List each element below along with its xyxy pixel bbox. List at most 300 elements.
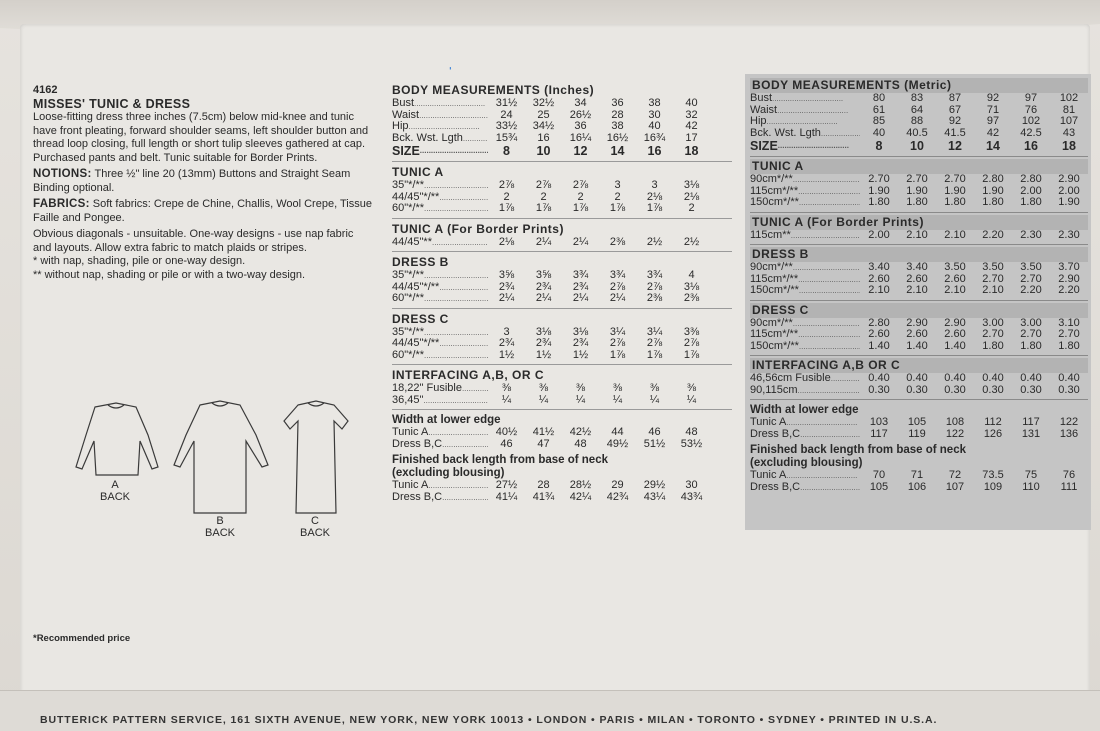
table-cell: 44 xyxy=(611,426,624,438)
table-cell: ⅜ xyxy=(538,382,549,394)
row-label: Dress B,C ..... xyxy=(392,439,488,451)
table-cell: 17 xyxy=(685,131,698,144)
table-cell: 1.80 xyxy=(868,196,890,208)
table-cell: 110 xyxy=(1022,480,1040,493)
table-cell: 42½ xyxy=(569,426,592,438)
table-cell: 72 xyxy=(948,469,962,481)
table-cell: 0.30 xyxy=(982,383,1004,396)
table-row xyxy=(750,417,1088,429)
table-cell: 3⅜ xyxy=(683,325,700,338)
table-cell: 107 xyxy=(1059,115,1079,127)
imperial-measurements-table xyxy=(392,80,732,503)
row-label: Bust ..... xyxy=(750,93,860,105)
table-cell: ¼ xyxy=(501,393,512,406)
table-cell: 111 xyxy=(1060,480,1078,493)
table-cell: 14 xyxy=(610,144,625,158)
table-cell: 1.90 xyxy=(868,184,890,197)
table-cell: ¼ xyxy=(686,393,697,406)
table-row xyxy=(392,98,732,110)
table-cell: 49½ xyxy=(606,437,629,450)
table-row xyxy=(392,439,732,451)
section-header: (excluding blousing) xyxy=(392,467,505,479)
row-label: 150cm*/** ..... xyxy=(750,341,860,353)
table-cell: 32 xyxy=(685,108,698,121)
row-label: 36,45" ..... xyxy=(392,395,488,407)
table-cell: 31½ xyxy=(495,97,518,109)
table-cell: 0.40 xyxy=(982,372,1004,384)
table-row xyxy=(392,144,732,158)
row-label: 90cm*/** ..... xyxy=(750,262,860,274)
table-cell: 2.80 xyxy=(982,173,1004,185)
metric-measurements-panel xyxy=(745,74,1091,530)
table-cell: 42¼ xyxy=(569,490,592,503)
row-label: Tunic A ..... xyxy=(750,417,860,429)
table-cell: 2¼ xyxy=(609,292,626,304)
table-row xyxy=(750,341,1088,353)
table-cell: 42 xyxy=(986,126,1000,139)
table-cell: 109 xyxy=(983,480,1003,493)
table-cell: 43 xyxy=(1062,126,1076,139)
table-cell: 2.00 xyxy=(1058,184,1080,197)
table-cell: 2.70 xyxy=(906,173,928,185)
row-label: SIZE ..... xyxy=(392,144,488,158)
divider xyxy=(392,251,732,252)
table-cell: 1.40 xyxy=(906,339,928,352)
row-label: SIZE ..... xyxy=(750,139,860,153)
table-cell: 3⅝ xyxy=(498,269,515,281)
row-label: Dress B,C ..... xyxy=(750,429,860,441)
row-label: 35"*/** ..... xyxy=(392,270,488,282)
table-cell: 1⅞ xyxy=(646,348,663,361)
table-cell: ⅜ xyxy=(575,382,586,394)
table-cell: 29½ xyxy=(643,479,666,491)
table-cell: 2.20 xyxy=(1020,284,1042,296)
table-cell: 10 xyxy=(536,144,551,158)
row-label: 35"*/** ..... xyxy=(392,327,488,339)
row-label: 44/45"*/** ..... xyxy=(392,192,488,204)
table-cell: 88 xyxy=(910,115,924,127)
table-cell: 1.80 xyxy=(1020,196,1042,208)
row-label: 60"*/** ..... xyxy=(392,203,488,215)
table-cell: 131 xyxy=(1021,427,1041,440)
divider xyxy=(750,156,1088,157)
table-cell: 3.70 xyxy=(1058,261,1080,273)
table-cell: 0.30 xyxy=(1020,383,1042,396)
figure-b-label: B BACK xyxy=(205,515,235,539)
divider xyxy=(750,212,1088,213)
table-cell: 3⅛ xyxy=(683,179,700,191)
divider xyxy=(392,409,732,410)
figure-c-label: C BACK xyxy=(300,515,330,539)
table-row xyxy=(750,429,1088,441)
section-header: DRESS C xyxy=(392,311,449,326)
table-cell: 26½ xyxy=(569,108,592,121)
table-cell: 2⅛ xyxy=(683,190,700,203)
section-header: DRESS B xyxy=(750,247,1088,262)
table-cell: 119 xyxy=(908,427,926,440)
section-header: BODY MEASUREMENTS (Metric) xyxy=(750,78,1088,93)
table-row xyxy=(750,470,1088,482)
table-row xyxy=(750,373,1088,385)
table-cell: 2¾ xyxy=(535,337,552,349)
table-cell: 2.70 xyxy=(982,272,1004,285)
table-cell: 80 xyxy=(872,92,886,104)
table-cell: 92 xyxy=(948,115,962,127)
table-cell: 12 xyxy=(573,144,588,158)
table-row xyxy=(750,230,1088,242)
row-label: 90,115cm ..... xyxy=(750,385,860,397)
table-cell: 30 xyxy=(648,108,661,121)
row-label: Bust ..... xyxy=(392,98,488,110)
ink-mark: ˈ xyxy=(448,64,453,80)
table-cell: 2⅞ xyxy=(646,337,663,349)
table-cell: 2.60 xyxy=(944,272,966,285)
table-cell: 1.80 xyxy=(1020,339,1042,352)
table-cell: 2.70 xyxy=(944,173,966,185)
table-row xyxy=(392,427,732,439)
table-cell: 1½ xyxy=(572,348,589,361)
row-label: 44/45"** ..... xyxy=(392,237,488,249)
table-row xyxy=(392,203,732,215)
table-cell: ⅜ xyxy=(501,382,512,394)
table-row xyxy=(392,480,732,492)
table-cell: 0.40 xyxy=(868,372,890,384)
publisher-address: BUTTERICK PATTERN SERVICE, 161 SIXTH AVENUE, NEW YORK, NEW YORK 10013 • LONDON • PARIS • MILAN • TORONTO • SYDNEY • PRINTED IN U.S.A. xyxy=(40,714,938,726)
table-row xyxy=(392,338,732,350)
row-label: 115cm*/** ..... xyxy=(750,274,860,286)
table-row xyxy=(750,385,1088,397)
table-cell: 2.90 xyxy=(1058,272,1080,285)
table-cell: 2¾ xyxy=(535,280,552,293)
table-cell: 42¾ xyxy=(606,490,629,503)
table-cell: 3 xyxy=(503,325,510,338)
table-cell: 2.10 xyxy=(868,284,890,296)
row-label: 18,22" Fusible ..... xyxy=(392,383,488,395)
table-cell: 3¼ xyxy=(609,325,626,338)
table-cell: 71 xyxy=(986,103,1000,116)
pattern-description: Loose-fitting dress three inches (7.5cm) below mid-knee and tunic have front pleating, forward shoulder seams, left shoulder button and thread loop closing, full length or short tulip sleeves gathered at cap. Purchased pants and belt. Tunic suitable for Border Prints. xyxy=(33,111,369,164)
table-cell: 15¾ xyxy=(495,131,518,144)
table-cell: 3¾ xyxy=(646,269,663,281)
table-cell: ¼ xyxy=(612,393,623,406)
table-cell: 3.40 xyxy=(906,261,928,273)
table-cell: 2.70 xyxy=(1020,328,1042,340)
table-cell: 3⅝ xyxy=(535,269,552,281)
table-cell: 32½ xyxy=(532,97,555,109)
table-cell: 2⅞ xyxy=(609,280,626,293)
table-cell: 76 xyxy=(1024,103,1038,116)
table-cell: 0.30 xyxy=(1058,383,1080,396)
table-cell: 48 xyxy=(685,426,698,438)
table-cell: 1.80 xyxy=(982,339,1004,352)
table-cell: 2⅞ xyxy=(498,179,515,191)
table-cell: 3¾ xyxy=(609,269,626,281)
recommended-price-note: *Recommended price xyxy=(33,633,131,644)
table-row xyxy=(750,116,1088,128)
table-cell: 112 xyxy=(984,416,1002,428)
table-cell: 2½ xyxy=(683,235,700,248)
table-cell: 3.00 xyxy=(982,316,1004,329)
table-cell: 108 xyxy=(945,416,965,428)
table-cell: 2.60 xyxy=(868,328,890,340)
table-row xyxy=(392,293,732,305)
table-cell: 40½ xyxy=(495,426,518,438)
table-cell: 3⅛ xyxy=(572,325,589,338)
nap-note: * with nap, shading, pile or one-way design. xyxy=(33,255,246,267)
table-row xyxy=(392,270,732,282)
table-cell: 76 xyxy=(1062,469,1076,481)
table-cell: 2.30 xyxy=(1020,228,1042,241)
table-cell: 70 xyxy=(872,469,886,481)
table-cell: 1⅞ xyxy=(572,202,589,214)
table-cell: 2 xyxy=(540,190,547,203)
diagonals-note: Obvious diagonals - unsuitable. One-way designs - use nap fabric and layouts. Allow extra fabric to match plaids or stripes. xyxy=(33,228,354,254)
table-row xyxy=(750,139,1088,153)
description-column xyxy=(33,84,373,282)
table-row xyxy=(750,262,1088,274)
table-cell: 0.30 xyxy=(944,383,966,396)
table-cell: 107 xyxy=(945,480,965,493)
table-cell: 8 xyxy=(875,139,883,153)
table-cell: 16 xyxy=(647,144,662,158)
table-cell: 64 xyxy=(910,103,924,116)
table-cell: 41½ xyxy=(532,426,555,438)
section-header: (excluding blousing) xyxy=(750,457,863,469)
table-cell: 2.70 xyxy=(868,173,890,185)
table-cell: 40 xyxy=(685,97,698,109)
table-cell: 16 xyxy=(1024,139,1038,153)
dress-b-sketch xyxy=(174,401,268,513)
table-cell: 41¼ xyxy=(495,490,518,503)
table-cell: 2⅜ xyxy=(646,292,663,304)
table-cell: 2.90 xyxy=(944,316,966,329)
table-cell: 46 xyxy=(500,437,513,450)
table-cell: 3¼ xyxy=(646,325,663,338)
table-cell: ⅜ xyxy=(649,382,660,394)
table-cell: 2¼ xyxy=(572,235,589,248)
table-cell: 2⅞ xyxy=(535,179,552,191)
divider xyxy=(750,399,1088,400)
row-label: 44/45"*/** ..... xyxy=(392,282,488,294)
table-cell: 16 xyxy=(537,131,550,144)
table-cell: 24 xyxy=(500,108,513,121)
table-cell: ¼ xyxy=(649,393,660,406)
back-view-figures xyxy=(60,395,370,545)
table-cell: 2.70 xyxy=(1020,272,1042,285)
table-cell: 2.70 xyxy=(982,328,1004,340)
row-label: Waist ..... xyxy=(750,105,860,117)
table-cell: 1.80 xyxy=(1058,339,1080,352)
row-label: Tunic A ..... xyxy=(392,427,488,439)
table-cell: 3.40 xyxy=(868,261,890,273)
row-label: 35"*/** ..... xyxy=(392,180,488,192)
row-label: Tunic A ..... xyxy=(750,470,860,482)
table-row xyxy=(750,93,1088,105)
table-cell: 1⅞ xyxy=(609,348,626,361)
table-cell: 1⅞ xyxy=(646,202,663,214)
table-cell: 1.40 xyxy=(868,339,890,352)
table-row xyxy=(392,121,732,133)
table-cell: 2.20 xyxy=(982,228,1004,241)
table-cell: 2⅛ xyxy=(498,235,515,248)
section-header: TUNIC A (For Border Prints) xyxy=(392,221,564,236)
table-cell: 122 xyxy=(945,427,965,440)
section-header: Finished back length from base of neck xyxy=(392,454,608,466)
table-cell: 8 xyxy=(503,144,510,158)
table-cell: 38 xyxy=(648,97,661,109)
table-cell: 51½ xyxy=(643,437,666,450)
section-header: Finished back length from base of neck xyxy=(750,444,966,456)
table-cell: 97 xyxy=(1024,92,1038,104)
table-cell: 2⅜ xyxy=(683,292,700,304)
table-cell: 47 xyxy=(537,437,550,450)
table-cell: 2.10 xyxy=(906,284,928,296)
table-cell: 117 xyxy=(1022,416,1040,428)
table-cell: 2¾ xyxy=(498,280,515,293)
fabrics-text: Soft fabrics: Crepe de Chine, Challis, Wool Crepe, Tissue Faille and Pongee. xyxy=(33,198,372,224)
table-cell: 126 xyxy=(983,427,1003,440)
table-cell: 71 xyxy=(910,469,924,481)
table-cell: 73.5 xyxy=(982,469,1004,481)
table-row xyxy=(750,285,1088,297)
row-label: Hip ..... xyxy=(392,121,488,133)
table-cell: 0.30 xyxy=(868,383,890,396)
no-nap-note: ** without nap, shading or pile or with a two-way design. xyxy=(33,268,306,281)
table-cell: 3 xyxy=(651,179,658,191)
table-cell: 2⅛ xyxy=(646,190,663,203)
table-cell: ¼ xyxy=(575,393,586,406)
table-row xyxy=(392,192,732,204)
table-cell: 2¼ xyxy=(535,235,552,248)
table-cell: 14 xyxy=(986,139,1000,153)
table-cell: 117 xyxy=(870,427,888,440)
table-cell: 2.60 xyxy=(906,328,928,340)
row-label: 44/45"*/** ..... xyxy=(392,338,488,350)
row-label: Waist ..... xyxy=(392,110,488,122)
metric-measurements-table xyxy=(750,76,1088,493)
table-cell: 2 xyxy=(688,202,695,214)
table-row xyxy=(392,282,732,294)
section-header: Width at lower edge xyxy=(750,404,859,416)
section-header: TUNIC A xyxy=(750,159,1088,174)
row-label: Bck. Wst. Lgth ..... xyxy=(392,133,488,145)
table-cell: 40.5 xyxy=(906,126,928,139)
table-cell: 2.70 xyxy=(1058,328,1080,340)
table-cell: ⅜ xyxy=(612,382,623,394)
table-cell: 10 xyxy=(910,139,924,153)
table-cell: 2¼ xyxy=(572,292,589,304)
table-cell: 2 xyxy=(577,190,584,203)
table-cell: 2 xyxy=(503,190,510,203)
row-label: 60"*/** ..... xyxy=(392,350,488,362)
table-row xyxy=(392,383,732,395)
table-cell: 38 xyxy=(611,120,624,132)
table-cell: 2.10 xyxy=(944,284,966,296)
table-cell: 2.10 xyxy=(906,228,928,241)
table-cell: 3¾ xyxy=(572,269,589,281)
table-cell: 36 xyxy=(574,120,587,132)
table-row xyxy=(392,133,732,145)
table-cell: 2 xyxy=(614,190,621,203)
fabrics-label: FABRICS: xyxy=(33,198,90,210)
row-label: 115cm*/** ..... xyxy=(750,329,860,341)
table-row xyxy=(750,128,1088,140)
table-cell: 105 xyxy=(907,416,927,428)
divider xyxy=(392,218,732,219)
table-cell: 2.10 xyxy=(944,228,966,241)
table-cell: 18 xyxy=(1062,139,1076,153)
table-row xyxy=(392,395,732,407)
divider xyxy=(750,244,1088,245)
table-cell: 2.60 xyxy=(868,272,890,285)
pattern-number: 4162 xyxy=(33,84,58,96)
row-label: 90cm*/** ..... xyxy=(750,318,860,330)
table-cell: 0.40 xyxy=(1058,372,1080,384)
table-cell: 2¾ xyxy=(572,337,589,349)
table-cell: 67 xyxy=(948,103,962,116)
table-cell: 1.80 xyxy=(906,196,928,208)
table-cell: 2.00 xyxy=(1020,184,1042,197)
row-label: 150cm*/** ..... xyxy=(750,285,860,297)
table-cell: 122 xyxy=(1059,416,1079,428)
table-cell: 34 xyxy=(574,97,587,109)
figure-a-label: A BACK xyxy=(100,479,130,503)
row-label: 115cm** ..... xyxy=(750,230,860,242)
notions-text: Three ½" line 20 (13mm) Buttons and Straight Seam Binding optional. xyxy=(33,168,351,194)
table-cell: 1½ xyxy=(535,348,552,361)
table-cell: 2.90 xyxy=(906,316,928,329)
table-cell: 16¼ xyxy=(569,131,592,144)
table-row xyxy=(392,327,732,339)
table-cell: 106 xyxy=(907,480,927,493)
row-label: 150cm*/** ..... xyxy=(750,197,860,209)
table-cell: 2.10 xyxy=(982,284,1004,296)
row-label: Dress B,C ..... xyxy=(750,482,860,494)
table-row xyxy=(392,492,732,504)
section-header: TUNIC A xyxy=(392,165,444,179)
table-cell: 2¾ xyxy=(572,280,589,293)
table-cell: 2.20 xyxy=(1058,284,1080,296)
table-cell: 1½ xyxy=(498,348,515,361)
table-row xyxy=(392,180,732,192)
table-cell: 46 xyxy=(648,426,661,438)
table-cell: 28 xyxy=(537,479,550,491)
table-cell: 43¼ xyxy=(643,490,666,503)
table-cell: 1.90 xyxy=(982,184,1004,197)
table-cell: 1.90 xyxy=(1058,196,1080,208)
table-cell: 83 xyxy=(910,92,924,104)
table-cell: 3.00 xyxy=(1020,316,1042,329)
table-cell: 12 xyxy=(948,139,962,153)
table-cell: 2.00 xyxy=(868,228,890,241)
table-cell: 2½ xyxy=(646,235,663,248)
table-cell: 105 xyxy=(869,480,889,493)
table-row xyxy=(392,110,732,122)
table-cell: 16¾ xyxy=(643,131,666,144)
table-cell: 85 xyxy=(872,115,886,127)
table-cell: 1⅞ xyxy=(535,202,552,214)
table-cell: 81 xyxy=(1062,103,1076,116)
section-header: TUNIC A (For Border Prints) xyxy=(750,215,1088,230)
table-cell: 48 xyxy=(574,437,587,450)
table-cell: 3.50 xyxy=(944,261,966,273)
notions-label: NOTIONS: xyxy=(33,168,92,180)
table-cell: 87 xyxy=(948,92,962,104)
table-cell: 2⅞ xyxy=(609,337,626,349)
table-cell: 2¾ xyxy=(498,337,515,349)
table-cell: 3⅛ xyxy=(535,325,552,338)
table-cell: 2.90 xyxy=(1058,173,1080,185)
